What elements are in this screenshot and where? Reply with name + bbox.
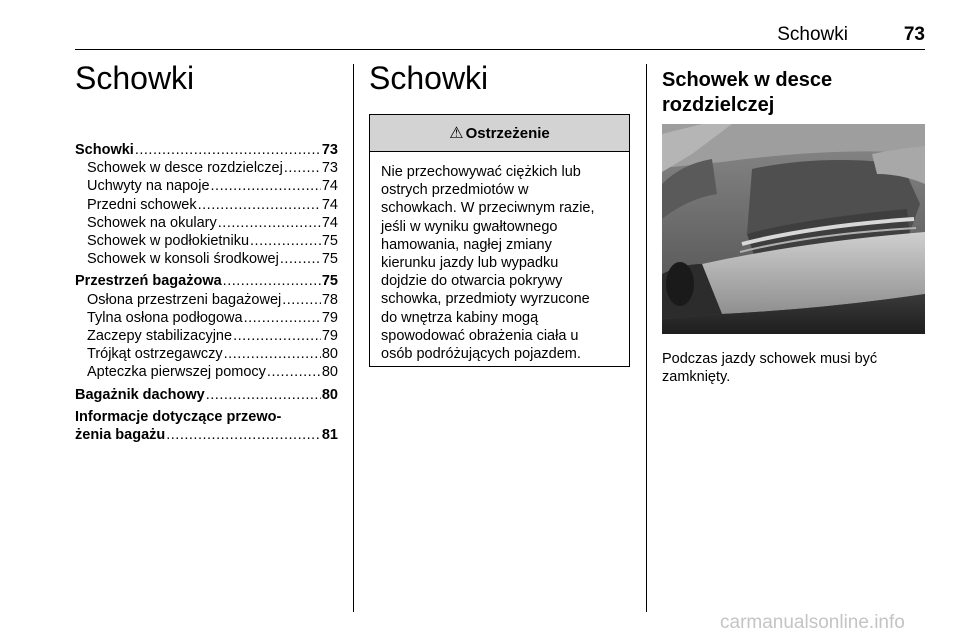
toc-entry[interactable] xyxy=(75,272,338,290)
toc-leader-dots xyxy=(250,232,321,250)
toc-entry-label: Trójkąt ostrzegawczy xyxy=(87,346,223,363)
warning-text-line: jeśli w wyniku gwałtownego xyxy=(381,218,558,235)
toc-entry-page: 80 xyxy=(321,386,338,403)
warning-title: Ostrzeżenie xyxy=(465,124,550,142)
toc-entry-label: Osłona przestrzeni bagażowej xyxy=(87,291,282,308)
running-title: Schowki xyxy=(777,24,848,45)
toc-entry[interactable] xyxy=(75,408,338,444)
toc-leader-dots xyxy=(166,426,321,444)
toc-leader-dots xyxy=(224,345,321,363)
warning-text-line: ostrych przedmiotów w xyxy=(381,182,529,199)
warning-text-line: hamowania, nagłej zmiany xyxy=(381,236,552,253)
toc-entry-page: 73 xyxy=(321,160,338,177)
toc-leader-dots xyxy=(198,196,321,214)
header-rule xyxy=(75,49,925,50)
watermark: carmanualsonline.info xyxy=(720,612,905,633)
warning-text xyxy=(370,152,629,363)
toc-entry-page: 75 xyxy=(321,233,338,250)
toc-entry-page: 74 xyxy=(321,196,338,213)
toc-entry-page: 81 xyxy=(321,427,338,444)
warning-text-line: Nie przechowywać ciężkich lub xyxy=(381,164,581,180)
toc-entry-page: 75 xyxy=(321,251,338,268)
toc-entry-page: 74 xyxy=(321,214,338,231)
toc-entry-continuation xyxy=(75,426,338,444)
toc-entry-label: Schowki xyxy=(75,142,134,158)
toc-leader-dots xyxy=(284,159,321,177)
photo-caption xyxy=(662,350,925,386)
toc-entry[interactable] xyxy=(75,159,338,177)
toc-entry-label: Przedni schowek xyxy=(87,196,197,213)
column-divider-2 xyxy=(646,64,647,612)
toc-entry[interactable] xyxy=(75,327,338,345)
toc-entry[interactable] xyxy=(75,345,338,363)
warning-header xyxy=(370,115,629,152)
column-divider-1 xyxy=(353,64,354,612)
toc-entry[interactable] xyxy=(75,177,338,195)
toc-entry-label: Uchwyty na napoje xyxy=(87,178,210,195)
warning-text-line: spowodować obrażenia ciała u xyxy=(381,327,579,344)
toc-entry-label: Schowek w podłokietniku xyxy=(87,233,250,250)
subsection-heading-line: Schowek w desce xyxy=(662,69,833,91)
toc-entry-page: 79 xyxy=(321,309,338,326)
toc-entry-page: 80 xyxy=(321,364,338,381)
toc-entry-label: Przestrzeń bagażowa xyxy=(75,273,222,290)
toc-entry-page: 74 xyxy=(321,178,338,195)
toc-leader-dots xyxy=(244,309,321,327)
toc-entry[interactable] xyxy=(75,291,338,309)
toc-leader-dots xyxy=(233,327,321,345)
toc-leader-dots xyxy=(267,363,321,381)
caption-line: zamknięty. xyxy=(662,369,731,386)
toc-entry-label: Bagażnik dachowy xyxy=(75,386,205,403)
toc-leader-dots xyxy=(206,386,321,404)
toc-entry[interactable] xyxy=(75,363,338,381)
toc-entry-page: 79 xyxy=(321,328,338,345)
warning-triangle-icon: ⚠ xyxy=(449,125,464,142)
warning-text-line: osób podróżujących pojazdem. xyxy=(381,346,581,363)
toc-entry-page: 80 xyxy=(321,346,338,363)
toc-entry-label: Schowek na okulary xyxy=(87,214,217,231)
toc-entry-label: Tylna osłona podłogowa xyxy=(87,309,243,326)
toc-leader-dots xyxy=(218,214,321,232)
table-of-contents xyxy=(75,141,338,444)
toc-entry[interactable] xyxy=(75,196,338,214)
toc-entry[interactable] xyxy=(75,141,338,159)
toc-entry[interactable] xyxy=(75,250,338,268)
warning-text-line: kierunku jazdy lub wypadku xyxy=(381,255,559,272)
toc-entry-page: 75 xyxy=(321,273,338,290)
toc-entry-label: Schowek w konsoli środkowej xyxy=(87,251,279,268)
toc-leader-dots xyxy=(282,291,321,309)
toc-entry[interactable] xyxy=(75,232,338,250)
toc-entry-page: 78 xyxy=(321,291,338,308)
warning-text-line: dojdzie do otwarcia pokrywy xyxy=(381,273,563,290)
toc-leader-dots xyxy=(135,141,321,159)
warning-text-line: schowkach. W przeciwnym razie, xyxy=(381,200,595,217)
toc-leader-dots xyxy=(223,272,321,290)
toc-entry-label: Schowek w desce rozdzielczej xyxy=(87,160,283,177)
toc-entry[interactable] xyxy=(75,386,338,404)
toc-leader-dots xyxy=(211,177,321,195)
warning-text-line: schowka, przedmioty wyrzucone xyxy=(381,291,590,308)
page-number: 73 xyxy=(903,24,925,45)
toc-entry-label: Informacje dotyczące przewo- xyxy=(75,408,282,425)
toc-entry[interactable] xyxy=(75,214,338,232)
subsection-heading xyxy=(662,68,922,118)
section-heading: Schowki xyxy=(369,60,489,96)
subsection-heading-line: rozdzielczej xyxy=(662,94,775,116)
caption-line: Podczas jazdy schowek musi być xyxy=(662,351,878,367)
glovebox-photo xyxy=(662,124,925,334)
warning-box xyxy=(369,114,630,367)
toc-entry-label: Zaczepy stabilizacyjne xyxy=(87,328,233,345)
toc-leader-dots xyxy=(280,250,321,268)
toc-entry-label: Apteczka pierwszej pomocy xyxy=(87,364,266,381)
toc-entry-page: 73 xyxy=(321,142,338,158)
toc-entry-label: żenia bagażu xyxy=(75,427,166,444)
warning-text-line: do wnętrza kabiny mogą xyxy=(381,309,539,326)
chapter-heading: Schowki xyxy=(75,60,195,96)
toc-entry[interactable] xyxy=(75,309,338,327)
